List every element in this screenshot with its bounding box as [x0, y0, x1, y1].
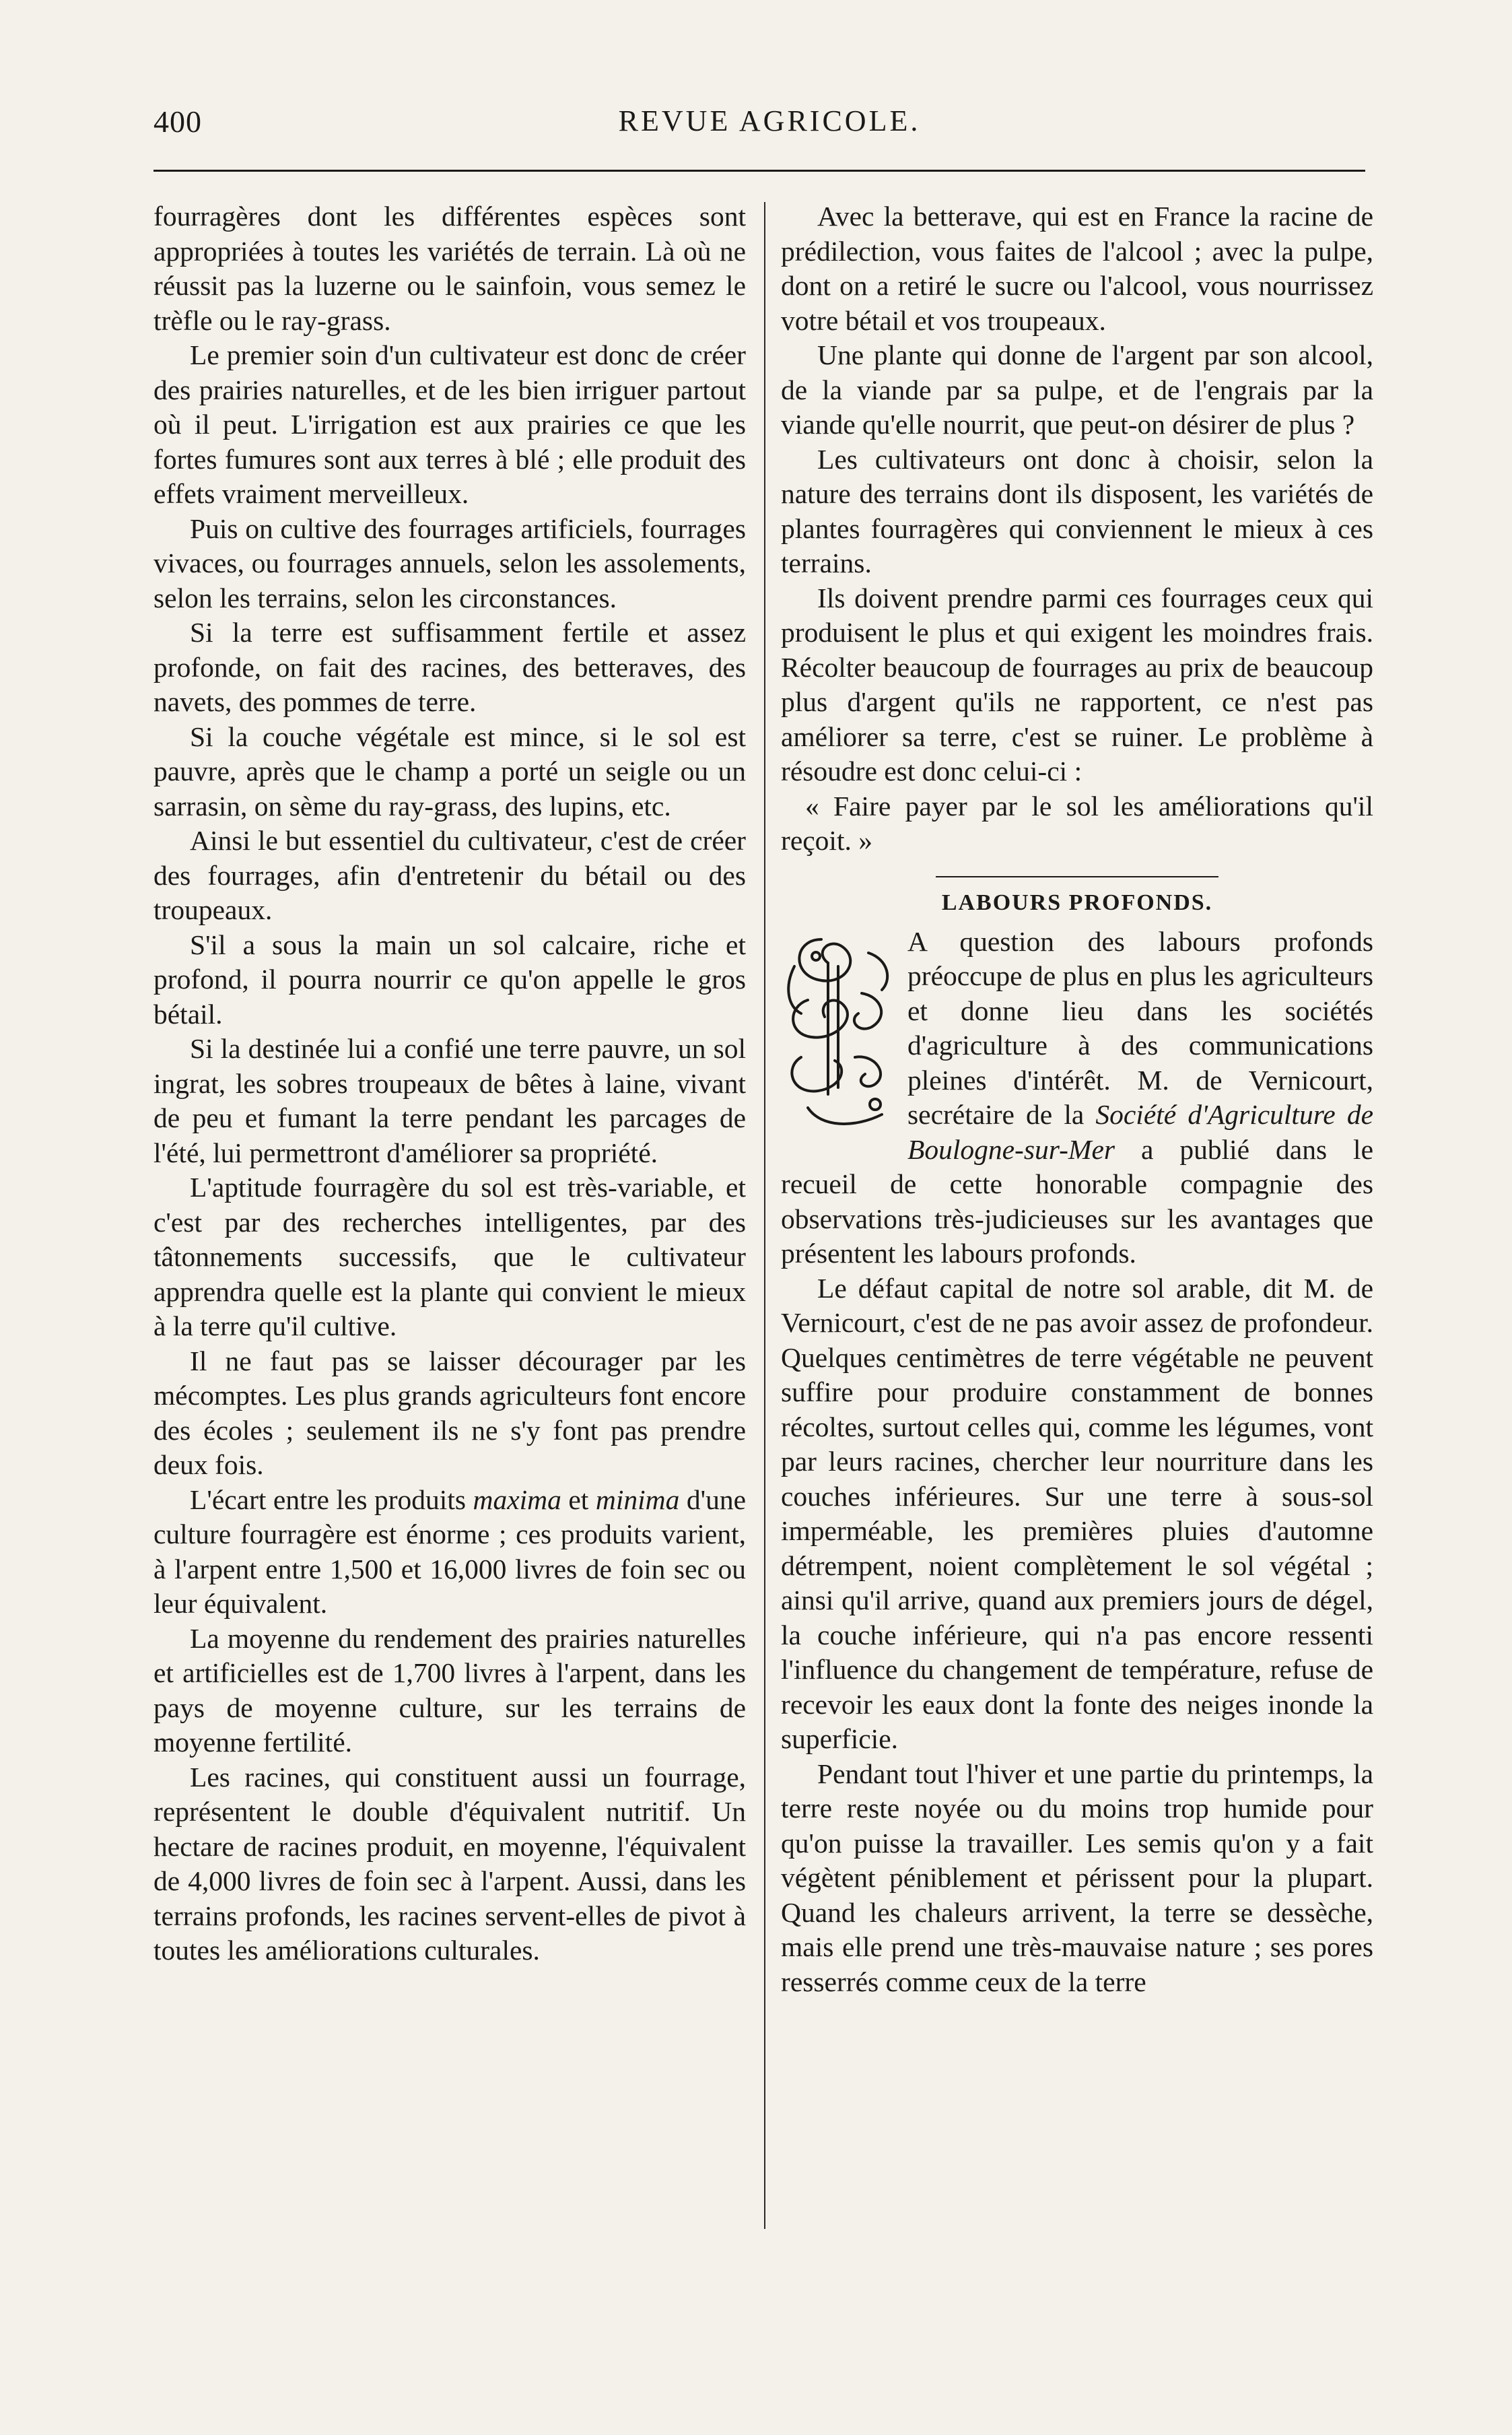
running-title: REVUE AGRICOLE.	[618, 104, 921, 137]
text-run: a publié dans le recueil de cette honorable compagnie des observations très-judicieuses sur les avantages que présentent les labours profonds.	[781, 1133, 1373, 1269]
paragraph: Le premier soin d'un cultivateur est donc de créer des prairies naturelles, et de les bien irriguer partout où il peut. L'irrigation est aux prairies ce que les fortes fumures sont aux terres à blé ; elle produit des effets vraiment merveilleux.	[153, 339, 746, 509]
right-column	[781, 199, 1373, 1999]
paragraph: La moyenne du rendement des prairies naturelles et artificielles est de 1,700 livres à l'arpent, dans les pays de moyenne culture, sur les terrains de moyenne fertilité.	[153, 1622, 746, 1758]
paragraph: Ils doivent prendre parmi ces fourrages ceux qui produisent le plus et qui exigent les moindres frais. Récolter beaucoup de fourrages au prix de beaucoup plus d'argent qu'ils ne rapportent, ce n'est pas améliorer sa terre, c'est se ruiner. Le problème à résoudre est donc celui-ci :	[781, 582, 1373, 787]
paragraph: Si la destinée lui a confié une terre pauvre, un sol ingrat, les sobres troupeaux de bêtes à laine, vivant de peu et fumant la terre pendant les parcages de l'été, lui permettront d'améliorer sa propriété.	[153, 1033, 746, 1168]
text-run: A question des labours profonds préoccupe de plus en plus les agriculteurs et donne lieu dans les sociétés d'agriculture à des communications pleines d'intérêt. M. de Vernicourt, secrétaire de la	[907, 925, 1373, 1130]
left-column	[153, 199, 746, 1968]
paragraph: Puis on cultive des fourrages artificiels, fourrages vivaces, ou fourrages annuels, selon les assolements, selon les terrains, selon les circonstances.	[153, 512, 746, 613]
society-name: Société d'Agriculture de Boulogne-sur-Mer	[907, 1099, 1374, 1165]
section-rule	[936, 876, 1218, 877]
italic-term: maxima	[473, 1483, 561, 1515]
paragraph: Ainsi le but essentiel du cultivateur, c'est de créer des fourrages, afin d'entretenir du bétail ou des troupeaux.	[153, 825, 746, 925]
text-run: et	[561, 1483, 596, 1515]
section-intro	[781, 925, 1373, 1271]
italic-term: minima	[595, 1483, 680, 1515]
paragraph: Une plante qui donne de l'argent par son alcool, de la viande par sa pulpe, et de l'engrais par la viande qu'elle nourrit, que peut-on désirer de plus ?	[781, 339, 1373, 440]
ornamental-dropcap	[781, 926, 897, 1140]
paragraph: Il ne faut pas se laisser décourager par les mécomptes. Les plus grands agriculteurs font encore des écoles ; seulement ils ne s'y font pas prendre deux fois.	[153, 1345, 746, 1480]
page-number: 400	[153, 104, 202, 139]
paragraph: Si la couche végétale est mince, si le sol est pauvre, après que le champ a porté un seigle ou un sarrasin, on sème du ray-grass, des lupins, etc.	[153, 721, 746, 822]
paragraph: Si la terre est suffisamment fertile et assez profonde, on fait des racines, des betteraves, des navets, des pommes de terre.	[153, 617, 746, 717]
section-rule-wrap	[781, 876, 1373, 884]
page-header	[153, 100, 1385, 147]
paragraph: Les racines, qui constituent aussi un fourrage, représentent le double d'équivalent nutritif. Un hectare de racines produit, en moyenne, l'équivalent de 4,000 livres de foin sec à l'arpent. Aussi, dans les terrains profonds, les racines servent-elles de pivot à toutes les améliorations culturales.	[153, 1761, 746, 1966]
paragraph: S'il a sous la main un sol calcaire, riche et profond, il pourra nourrir ce qu'on appelle le gros bétail.	[153, 929, 746, 1030]
quotation: « Faire payer par le sol les améliorations qu'il reçoit. »	[781, 790, 1373, 856]
paragraph: Les cultivateurs ont donc à choisir, selon la nature des terrains dont ils disposent, les variétés de plantes fourragères qui conviennent le mieux à ces terrains.	[781, 443, 1373, 578]
header-rule	[153, 170, 1365, 172]
paragraph: Le défaut capital de notre sol arable, dit M. de Vernicourt, c'est de ne pas avoir assez de profondeur. Quelques centimètres de terre végétable ne peuvent suffire pour produire constamment de bonnes récoltes, surtout celles qui, comme les légumes, vont par leurs racines, chercher leur nourriture dans les couches inférieures. Sur une terre à sous-sol imperméable, les premières pluies d'automne détrempent, noient complètement le sol végétal ; ainsi qu'il arrive, quand aux premiers jours de dégel, la couche inférieure, qui n'a pas encore ressenti l'influence du changement de température, refuse de recevoir les eaux dont la fonte des neiges inonde la superficie.	[781, 1272, 1373, 1754]
text-run: d'une culture fourragère est énorme ; ces produits varient, à l'arpent entre 1,500 et 16,000 livres de foin sec ou leur équivalent.	[153, 1483, 746, 1619]
section-title: LABOURS PROFONDS.	[941, 890, 1213, 915]
paragraph-extremes	[153, 1483, 746, 1622]
paragraph: fourragères dont les différentes espèces sont appropriées à toutes les variétés de terrain. Là où ne réussit pas la luzerne ou le sainfoin, vous semez le trèfle ou le ray-grass.	[153, 201, 746, 336]
paragraph: Avec la betterave, qui est en France la racine de prédilection, vous faites de l'alcool ; avec la pulpe, dont on a retiré le sucre ou l'alcool, vous nourrissez votre bétail et vos troupeaux.	[781, 201, 1373, 336]
text-run: L'écart entre les produits	[190, 1483, 473, 1515]
paragraph: Pendant tout l'hiver et une partie du printemps, la terre reste noyée ou du moins trop humide pour qu'on puisse la travailler. Les semis qu'on y a fait végètent péniblement et périssent pour la plupart. Quand les chaleurs arrivent, la terre se dessèche, mais elle prend une très-mauvaise nature ; ses pores resserrés comme ceux de la terre	[781, 1758, 1373, 1997]
column-divider	[764, 202, 765, 2229]
paragraph: L'aptitude fourragère du sol est très-variable, et c'est par des recherches intelligentes, par des tâtonnements successifs, que le cultivateur apprendra quelle est la plante qui convient le mieux à la terre qu'il cultive.	[153, 1172, 746, 1341]
